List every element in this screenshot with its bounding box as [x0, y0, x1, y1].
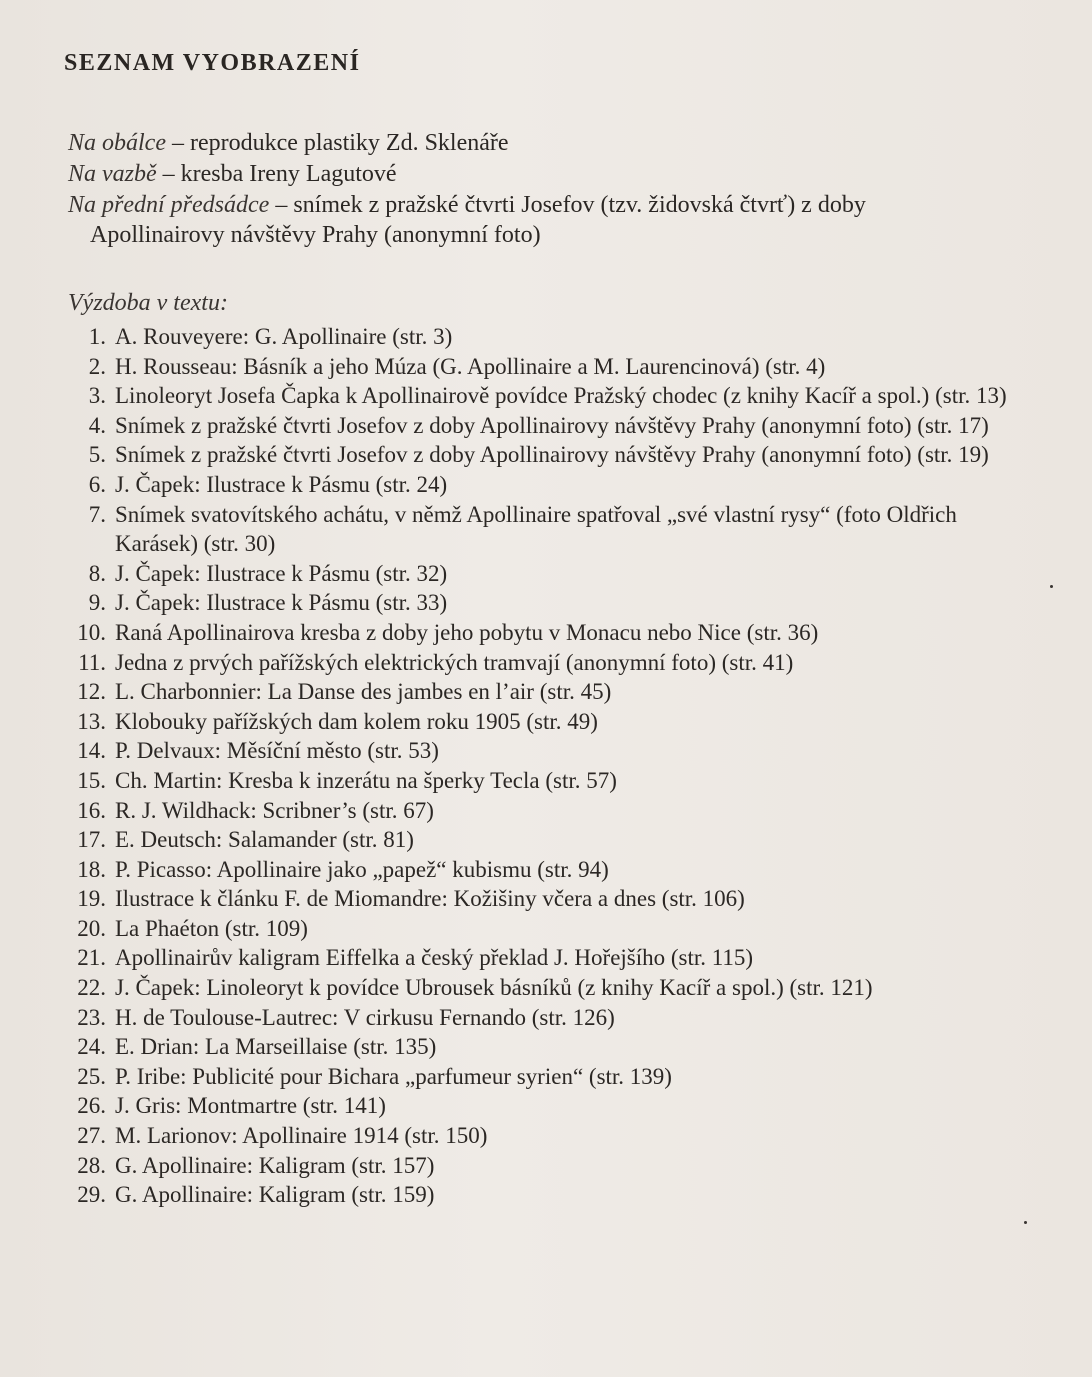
list-item	[66, 855, 1041, 885]
list-item	[66, 1121, 1041, 1151]
item-text: Snímek z pražské čtvrti Josefov z doby Apollinairovy návštěvy Prahy (anonymní foto) (str. 17)	[115, 412, 989, 438]
list-item	[66, 500, 1041, 559]
list-item	[66, 1032, 1041, 1062]
list-item	[66, 1180, 1041, 1210]
item-number: 17.	[77, 827, 106, 853]
front-matter-binding	[68, 159, 1043, 189]
item-text: Ilustrace k článku F. de Miomandre: Kožišiny včera a dnes (str. 106)	[115, 886, 745, 912]
list-item	[66, 559, 1041, 589]
item-number: 6.	[88, 471, 106, 497]
list-item	[66, 1091, 1041, 1121]
list-item	[66, 648, 1041, 678]
item-text: A. Rouveyere: G. Apollinaire (str. 3)	[115, 324, 453, 349]
front-matter-lead: Na vazbě	[68, 161, 157, 187]
front-matter	[68, 128, 1043, 250]
item-number: 2.	[88, 353, 106, 379]
item-number: 25.	[77, 1063, 106, 1089]
item-text: H. Rousseau: Básník a jeho Múza (G. Apollinaire a M. Laurencinová) (str. 4)	[115, 353, 826, 379]
illustration-list	[66, 322, 1041, 1210]
item-text: Snímek svatovítského achátu, v němž Apollinaire spatřoval „své vlastní rysy“ (foto Oldřich Karásek) (str. 30)	[115, 501, 957, 557]
item-number: 12.	[77, 679, 106, 705]
item-text: G. Apollinaire: Kaligram (str. 157)	[115, 1152, 435, 1178]
item-text: R. J. Wildhack: Scribner’s (str. 67)	[115, 797, 434, 823]
item-number: 21.	[77, 945, 106, 971]
list-item	[66, 973, 1041, 1003]
item-number: 3.	[88, 383, 106, 409]
front-matter-text: – reprodukce plastiky Zd. Sklenáře	[165, 130, 509, 156]
item-text: E. Deutsch: Salamander (str. 81)	[115, 827, 414, 853]
list-item	[66, 588, 1041, 618]
item-text: J. Čapek: Ilustrace k Pásmu (str. 33)	[115, 590, 448, 616]
item-number: 7.	[88, 501, 106, 527]
item-text: Linoleoryt Josefa Čapka k Apollinairově povídce Pražský chodec (z knihy Kacíř a spol.) (str. 13)	[115, 383, 1007, 409]
item-text: P. Picasso: Apollinaire jako „papež“ kubismu (str. 94)	[115, 856, 609, 882]
item-text: Raná Apollinairova kresba z doby jeho pobytu v Monacu nebo Nice (str. 36)	[115, 619, 819, 645]
item-number: 19.	[77, 886, 106, 912]
item-number: 20.	[77, 915, 106, 941]
front-matter-cover	[68, 128, 1043, 158]
list-item	[66, 1003, 1041, 1033]
item-text: Snímek z pražské čtvrti Josefov z doby Apollinairovy návštěvy Prahy (anonymní foto) (str. 19)	[115, 442, 989, 468]
item-number: 1.	[88, 324, 106, 349]
item-text: P. Delvaux: Měsíční město (str. 53)	[115, 738, 439, 764]
item-text: G. Apollinaire: Kaligram (str. 159)	[115, 1182, 435, 1208]
list-item	[66, 322, 1041, 352]
item-number: 26.	[77, 1093, 106, 1119]
item-number: 4.	[88, 412, 106, 438]
list-item	[66, 381, 1041, 411]
speck	[1050, 585, 1053, 588]
list-item	[66, 766, 1041, 796]
list-item	[66, 707, 1041, 737]
item-number: 29.	[77, 1182, 106, 1208]
item-number: 14.	[77, 738, 106, 764]
list-item	[66, 411, 1041, 441]
item-text: Klobouky pařížských dam kolem roku 1905 (str. 49)	[115, 708, 598, 734]
item-number: 13.	[77, 708, 106, 734]
list-item	[66, 352, 1041, 382]
list-item	[66, 1151, 1041, 1181]
item-text: Jedna z prvých pařížských elektrických tramvají (anonymní foto) (str. 41)	[115, 649, 794, 675]
front-matter-text: – snímek z pražské čtvrti Josefov (tzv. židovská čtvrť) z doby	[269, 192, 866, 218]
list-item	[66, 618, 1041, 648]
item-text: J. Čapek: Ilustrace k Pásmu (str. 32)	[115, 560, 448, 586]
item-number: 5.	[88, 442, 106, 468]
item-number: 27.	[77, 1123, 106, 1149]
list-item	[66, 736, 1041, 766]
item-number: 16.	[77, 797, 106, 823]
front-matter-text: – kresba Ireny Lagutové	[156, 161, 397, 187]
item-text: J. Čapek: Linoleoryt k povídce Ubrousek básníků (z knihy Kacíř a spol.) (str. 121)	[115, 975, 873, 1001]
list-item	[66, 1062, 1041, 1092]
item-number: 11.	[78, 649, 106, 675]
front-matter-endpaper	[68, 190, 1043, 250]
item-text: E. Drian: La Marseillaise (str. 135)	[115, 1034, 437, 1060]
item-text: La Phaéton (str. 109)	[115, 915, 308, 941]
list-item	[66, 943, 1041, 973]
front-matter-lead: Na přední předsádce	[68, 192, 270, 218]
item-text: Apollinairův kaligram Eiffelka a český překlad J. Hořejšího (str. 115)	[115, 945, 754, 971]
list-item	[66, 796, 1041, 826]
page-title: SEZNAM VYOBRAZENÍ	[64, 50, 361, 76]
list-item	[66, 470, 1041, 500]
front-matter-continuation: Apollinairovy návštěvy Prahy (anonymní foto)	[90, 222, 541, 248]
item-number: 23.	[77, 1004, 106, 1030]
item-text: J. Čapek: Ilustrace k Pásmu (str. 24)	[115, 471, 448, 497]
list-item	[66, 440, 1041, 470]
list-item	[66, 884, 1041, 914]
speck	[1024, 1221, 1027, 1224]
item-text: J. Gris: Montmartre (str. 141)	[115, 1093, 386, 1119]
item-number: 28.	[77, 1152, 106, 1178]
item-text: L. Charbonnier: La Danse des jambes en l’air (str. 45)	[115, 679, 612, 705]
list-item	[66, 825, 1041, 855]
list-item	[66, 914, 1041, 944]
item-number: 24.	[77, 1034, 106, 1060]
item-number: 8.	[88, 560, 106, 586]
item-number: 9.	[88, 590, 106, 616]
item-text: Ch. Martin: Kresba k inzerátu na šperky Tecla (str. 57)	[115, 767, 617, 793]
item-number: 18.	[77, 856, 106, 882]
section-label: Výzdoba v textu:	[68, 290, 228, 316]
item-text: M. Larionov: Apollinaire 1914 (str. 150)	[115, 1123, 488, 1149]
list-item	[66, 677, 1041, 707]
item-text: H. de Toulouse-Lautrec: V cirkusu Fernando (str. 126)	[115, 1004, 615, 1030]
item-text: P. Iribe: Publicité pour Bichara „parfumeur syrien“ (str. 139)	[115, 1063, 672, 1089]
item-number: 10.	[77, 619, 106, 645]
front-matter-lead: Na obálce	[68, 130, 166, 156]
item-number: 22.	[77, 975, 106, 1001]
item-number: 15.	[77, 767, 106, 793]
